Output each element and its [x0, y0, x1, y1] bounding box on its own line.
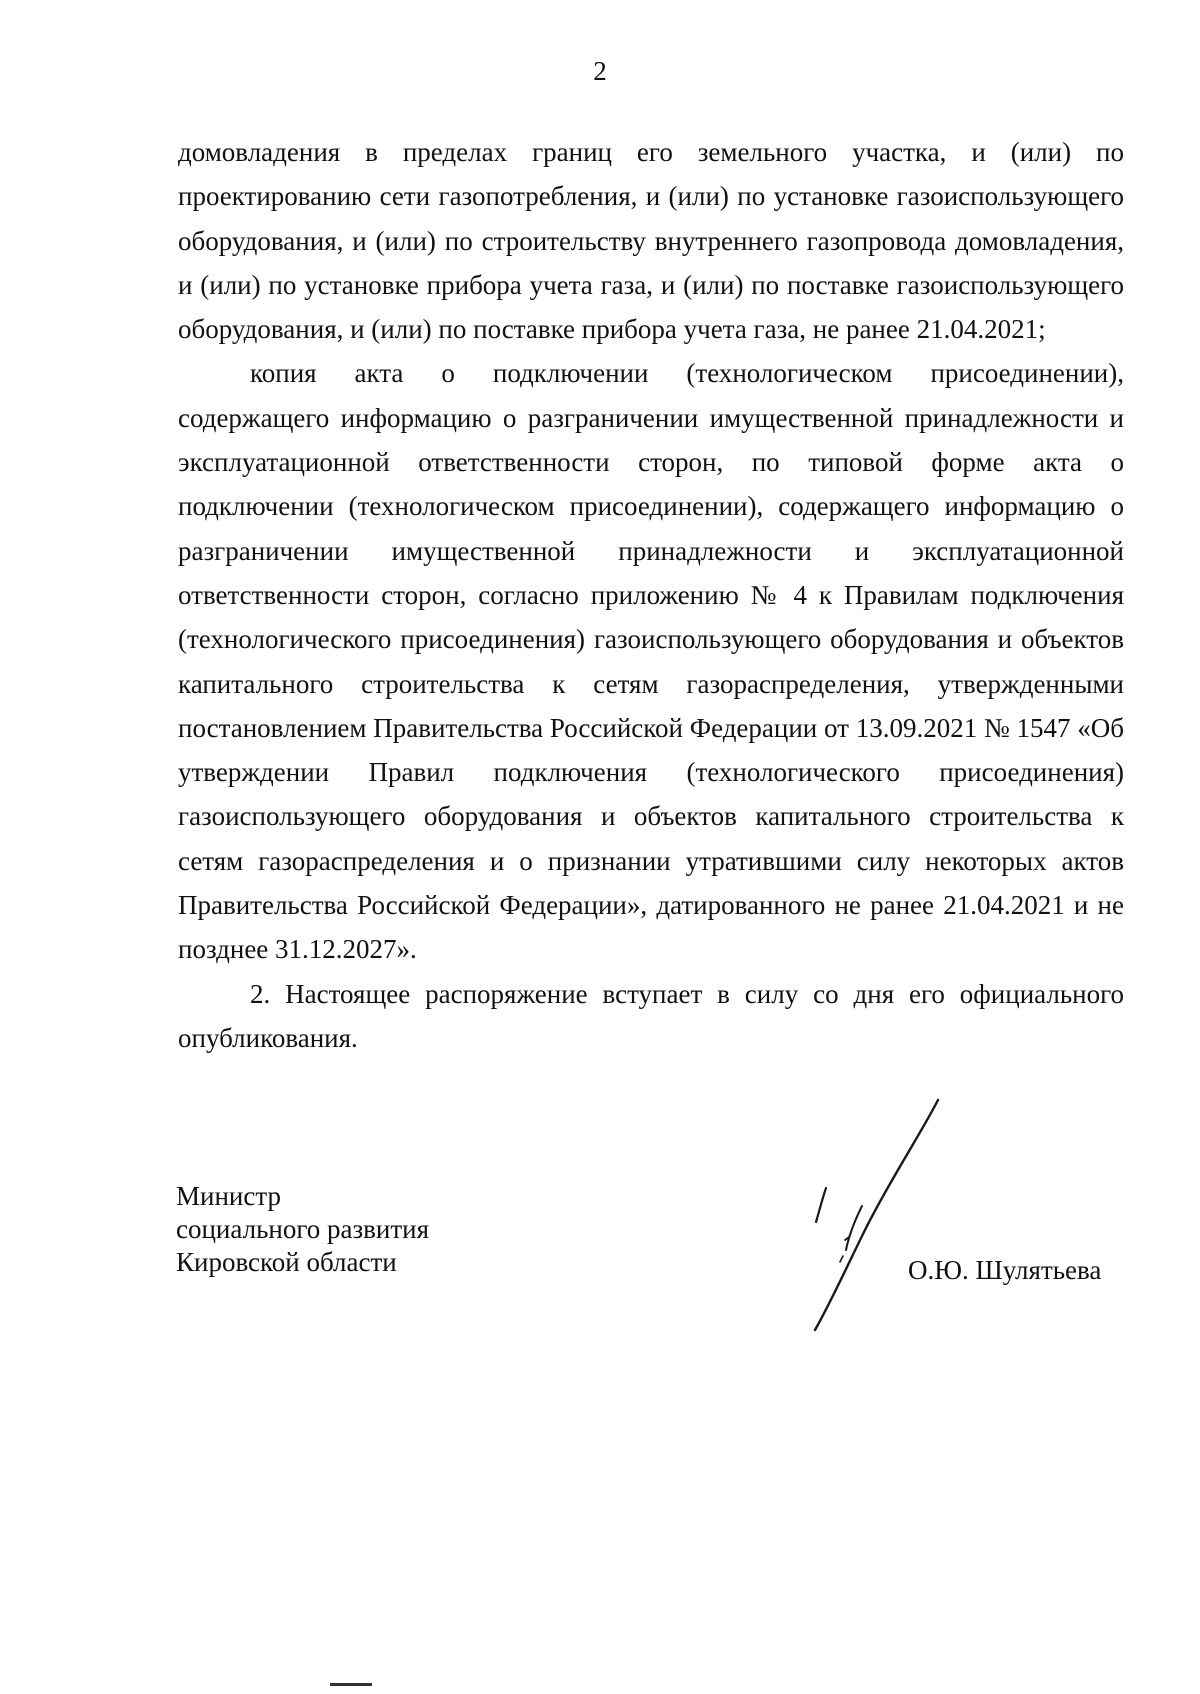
signatory-title — [176, 1180, 429, 1279]
signatory-title-line: социального развития — [176, 1214, 430, 1244]
footer-divider — [330, 1683, 372, 1686]
document-body — [178, 130, 1124, 1060]
signatory-title-line: Кировской области — [176, 1247, 397, 1277]
handwritten-signature — [770, 1080, 950, 1340]
page-number: 2 — [593, 56, 607, 86]
signatory-title-line: Министр — [176, 1181, 281, 1211]
signatory-name: О.Ю. Шулятьева — [908, 1255, 1102, 1285]
paragraph-continuation: домовладения в пределах границ его земельного участка, и (или) по проектированию сети газопотребления, и (или) по установке газоиспользующего оборудования, и (или) по строительству внутреннего газопровода домовладения, и (или) по установке прибора учета газа, и (или) по поставке газоиспользующего оборудования, и (или) по поставке прибора учета газа, не ранее 21.04.2021; — [178, 137, 1124, 345]
paragraph-act-copy: копия акта о подключении (технологическом присоединении), содержащего информацию о разграничении имущественной принадлежности и эксплуатационной ответственности сторон, по типовой форме акта о подключении (технологическом присоединении), содержащего информацию о разграничении имущественной принадлежности и эксплуатационной ответственности сторон, согласно приложению № 4 к Правилам подключения (технологического присоединения) газоиспользующего оборудования и объектов капитального строительства к сетям газораспределения, утвержденными постановлением Правительства Российской Федерации от 13.09.2021 № 1547 «Об утверждении Правил подключения (технологического присоединения) газоиспользующего оборудования и объектов капитального строительства к сетям газораспределения и о признании утратившими силу некоторых актов Правительства Российской Федерации», датированного не ранее 21.04.2021 и не позднее 31.12.2027». — [178, 358, 1124, 965]
paragraph-effective-date: 2. Настоящее распоряжение вступает в силу со дня его официального опубликования. — [178, 978, 1124, 1053]
